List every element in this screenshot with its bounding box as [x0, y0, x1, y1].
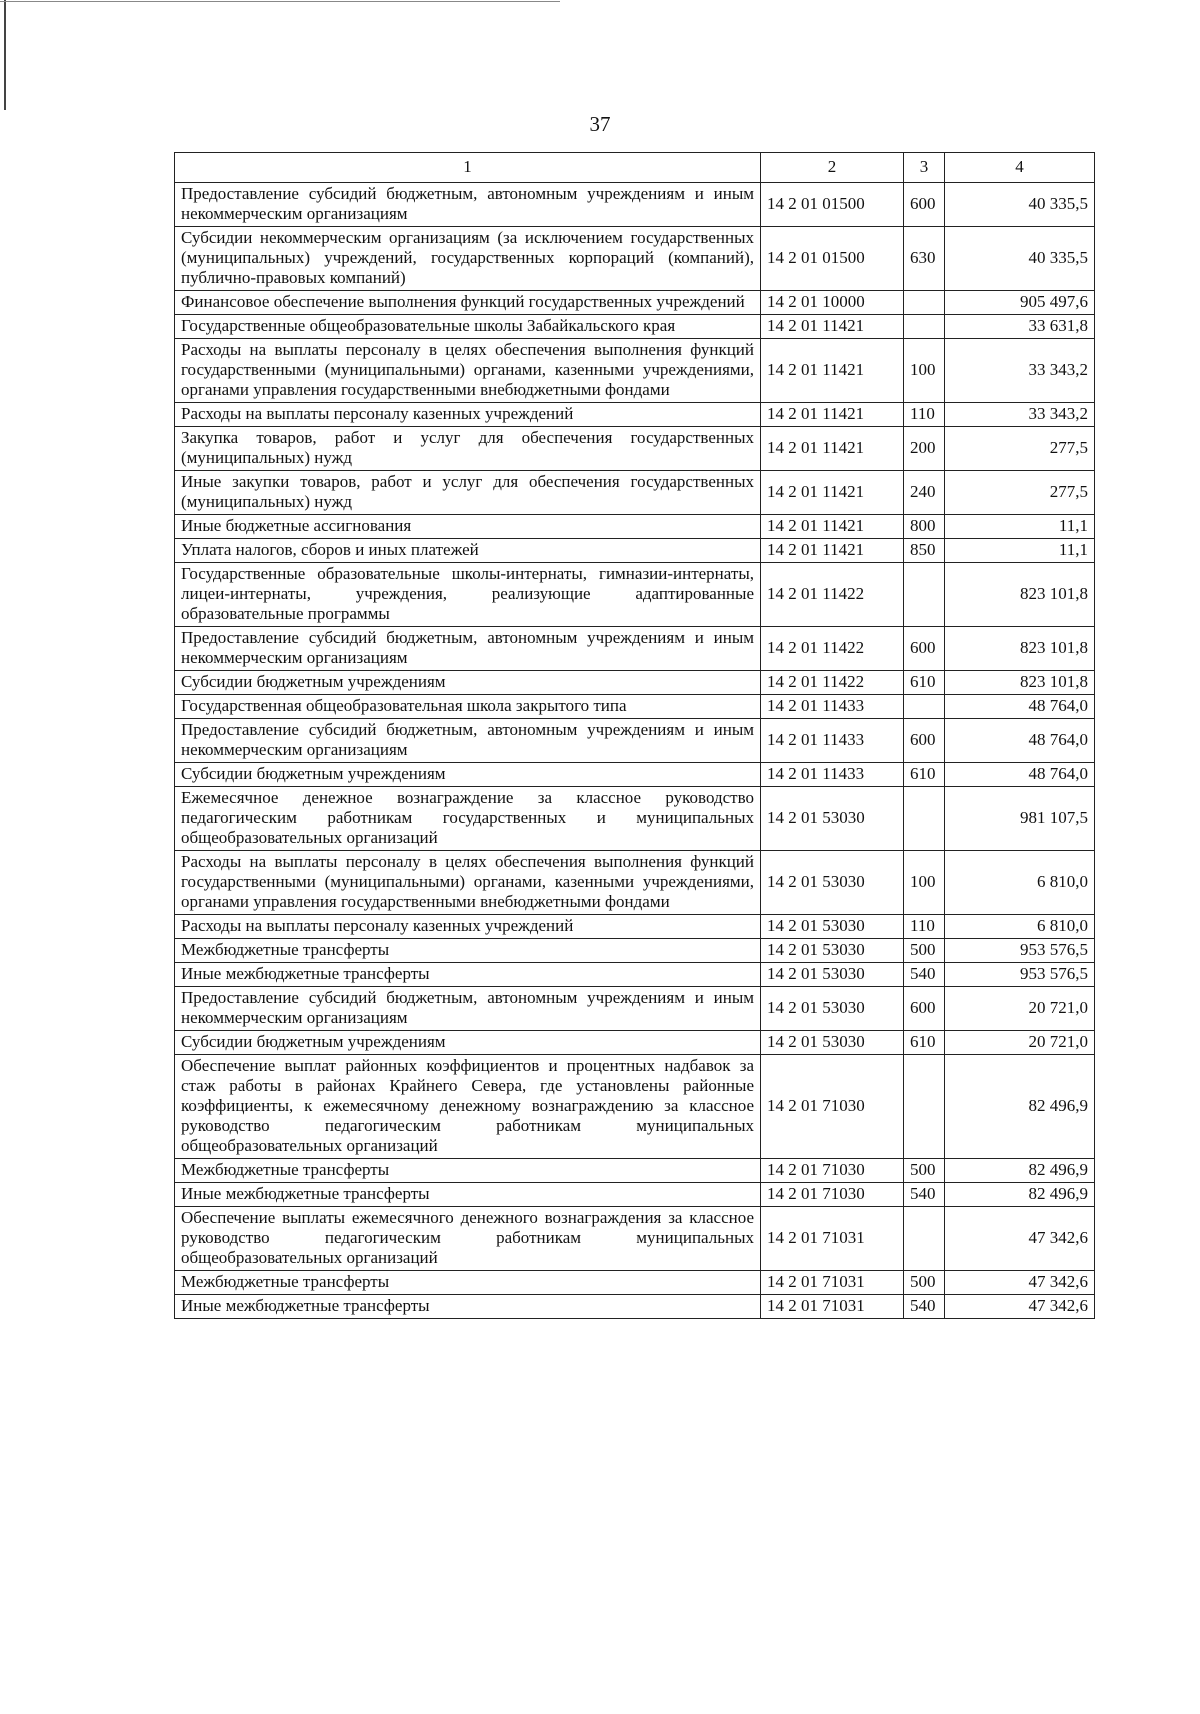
row-description: Субсидии бюджетным учреждениям	[175, 671, 761, 695]
row-target-code: 14 2 01 11421	[761, 539, 904, 563]
row-amount: 20 721,0	[945, 987, 1095, 1031]
budget-table	[174, 152, 1095, 1319]
row-amount: 981 107,5	[945, 787, 1095, 851]
row-description: Государственная общеобразовательная школа закрытого типа	[175, 695, 761, 719]
row-description: Государственные образовательные школы-интернаты, гимназии-интернаты, лицеи-интернаты, учреждения, реализующие адаптированные образовательные программы	[175, 563, 761, 627]
table-body	[175, 183, 1095, 1319]
row-expense-type: 600	[904, 719, 945, 763]
row-expense-type: 600	[904, 627, 945, 671]
row-expense-type: 100	[904, 851, 945, 915]
row-description: Иные межбюджетные трансферты	[175, 1183, 761, 1207]
row-amount: 48 764,0	[945, 695, 1095, 719]
row-amount: 823 101,8	[945, 563, 1095, 627]
row-target-code: 14 2 01 11421	[761, 339, 904, 403]
row-expense-type: 600	[904, 183, 945, 227]
row-expense-type: 500	[904, 939, 945, 963]
row-description: Предоставление субсидий бюджетным, автономным учреждениям и иным некоммерческим организациям	[175, 719, 761, 763]
table-row	[175, 627, 1095, 671]
header-col-1: 1	[175, 153, 761, 183]
table-row	[175, 515, 1095, 539]
row-expense-type: 500	[904, 1271, 945, 1295]
row-amount: 6 810,0	[945, 915, 1095, 939]
table-row	[175, 695, 1095, 719]
row-description: Иные бюджетные ассигнования	[175, 515, 761, 539]
row-expense-type	[904, 695, 945, 719]
row-expense-type: 610	[904, 1031, 945, 1055]
header-col-3: 3	[904, 153, 945, 183]
table-row	[175, 939, 1095, 963]
row-expense-type: 850	[904, 539, 945, 563]
row-target-code: 14 2 01 71030	[761, 1183, 904, 1207]
row-expense-type	[904, 291, 945, 315]
row-target-code: 14 2 01 53030	[761, 939, 904, 963]
row-expense-type: 540	[904, 1295, 945, 1319]
table-row	[175, 1159, 1095, 1183]
table-row	[175, 1295, 1095, 1319]
row-description: Уплата налогов, сборов и иных платежей	[175, 539, 761, 563]
row-description: Финансовое обеспечение выполнения функций государственных учреждений	[175, 291, 761, 315]
row-amount: 277,5	[945, 471, 1095, 515]
row-target-code: 14 2 01 11421	[761, 515, 904, 539]
row-amount: 953 576,5	[945, 963, 1095, 987]
header-col-4: 4	[945, 153, 1095, 183]
row-target-code: 14 2 01 11433	[761, 695, 904, 719]
row-target-code: 14 2 01 71031	[761, 1295, 904, 1319]
row-amount: 47 342,6	[945, 1295, 1095, 1319]
row-target-code: 14 2 01 71031	[761, 1271, 904, 1295]
row-description: Расходы на выплаты персоналу в целях обеспечения выполнения функций государственными (муниципальными) органами, казенными учреждениями, органами управления государственными внебюджетными фондами	[175, 339, 761, 403]
row-amount: 33 343,2	[945, 339, 1095, 403]
row-expense-type: 110	[904, 915, 945, 939]
row-description: Расходы на выплаты персоналу казенных учреждений	[175, 915, 761, 939]
row-description: Государственные общеобразовательные школы Забайкальского края	[175, 315, 761, 339]
row-target-code: 14 2 01 53030	[761, 1031, 904, 1055]
row-amount: 82 496,9	[945, 1159, 1095, 1183]
row-expense-type	[904, 563, 945, 627]
row-target-code: 14 2 01 53030	[761, 787, 904, 851]
row-target-code: 14 2 01 71030	[761, 1055, 904, 1159]
row-expense-type: 200	[904, 427, 945, 471]
row-description: Субсидии бюджетным учреждениям	[175, 763, 761, 787]
row-description: Предоставление субсидий бюджетным, автономным учреждениям и иным некоммерческим организациям	[175, 987, 761, 1031]
row-description: Иные межбюджетные трансферты	[175, 963, 761, 987]
row-amount: 277,5	[945, 427, 1095, 471]
row-description: Предоставление субсидий бюджетным, автономным учреждениям и иным некоммерческим организациям	[175, 627, 761, 671]
row-description: Обеспечение выплаты ежемесячного денежного вознаграждения за классное руководство педагогическим работникам муниципальных общеобразовательных организаций	[175, 1207, 761, 1271]
row-target-code: 14 2 01 53030	[761, 987, 904, 1031]
row-description: Расходы на выплаты персоналу в целях обеспечения выполнения функций государственными (муниципальными) органами, казенными учреждениями, органами управления государственными внебюджетными фондами	[175, 851, 761, 915]
row-amount: 47 342,6	[945, 1207, 1095, 1271]
row-target-code: 14 2 01 10000	[761, 291, 904, 315]
row-target-code: 14 2 01 11433	[761, 719, 904, 763]
row-description: Обеспечение выплат районных коэффициентов и процентных надбавок за стаж работы в районах Крайнего Севера, где установлены районные коэффициенты, к ежемесячному денежному вознаграждению за классное руководство педагогическим работникам муниципальных общеобразовательных организаций	[175, 1055, 761, 1159]
table-row	[175, 1207, 1095, 1271]
table-header-row	[175, 153, 1095, 183]
row-expense-type: 600	[904, 987, 945, 1031]
table-row	[175, 915, 1095, 939]
row-expense-type: 100	[904, 339, 945, 403]
row-expense-type: 540	[904, 963, 945, 987]
table-row	[175, 963, 1095, 987]
row-target-code: 14 2 01 11422	[761, 627, 904, 671]
row-target-code: 14 2 01 71030	[761, 1159, 904, 1183]
row-amount: 33 631,8	[945, 315, 1095, 339]
table-row	[175, 1055, 1095, 1159]
row-target-code: 14 2 01 11421	[761, 471, 904, 515]
table-row	[175, 315, 1095, 339]
row-target-code: 14 2 01 11433	[761, 763, 904, 787]
table-row	[175, 851, 1095, 915]
row-description: Межбюджетные трансферты	[175, 1159, 761, 1183]
row-expense-type: 240	[904, 471, 945, 515]
table-row	[175, 763, 1095, 787]
row-expense-type: 630	[904, 227, 945, 291]
row-target-code: 14 2 01 71031	[761, 1207, 904, 1271]
row-target-code: 14 2 01 11421	[761, 427, 904, 471]
row-amount: 905 497,6	[945, 291, 1095, 315]
row-expense-type: 610	[904, 763, 945, 787]
row-description: Закупка товаров, работ и услуг для обеспечения государственных (муниципальных) нужд	[175, 427, 761, 471]
table-row	[175, 427, 1095, 471]
row-expense-type: 540	[904, 1183, 945, 1207]
table-row	[175, 403, 1095, 427]
row-description: Субсидии бюджетным учреждениям	[175, 1031, 761, 1055]
row-amount: 11,1	[945, 539, 1095, 563]
row-amount: 48 764,0	[945, 719, 1095, 763]
row-description: Межбюджетные трансферты	[175, 1271, 761, 1295]
row-expense-type	[904, 787, 945, 851]
row-description: Иные закупки товаров, работ и услуг для обеспечения государственных (муниципальных) нужд	[175, 471, 761, 515]
row-description: Иные межбюджетные трансферты	[175, 1295, 761, 1319]
row-amount: 40 335,5	[945, 183, 1095, 227]
table-row	[175, 719, 1095, 763]
row-amount: 82 496,9	[945, 1183, 1095, 1207]
row-amount: 823 101,8	[945, 627, 1095, 671]
row-target-code: 14 2 01 01500	[761, 227, 904, 291]
row-description: Предоставление субсидий бюджетным, автономным учреждениям и иным некоммерческим организациям	[175, 183, 761, 227]
row-target-code: 14 2 01 11421	[761, 315, 904, 339]
table-row	[175, 291, 1095, 315]
row-description: Расходы на выплаты персоналу казенных учреждений	[175, 403, 761, 427]
scan-top-edge-mark	[0, 1, 560, 2]
table-row	[175, 1183, 1095, 1207]
row-amount: 20 721,0	[945, 1031, 1095, 1055]
table-row	[175, 787, 1095, 851]
table-row	[175, 339, 1095, 403]
row-target-code: 14 2 01 53030	[761, 851, 904, 915]
row-amount: 48 764,0	[945, 763, 1095, 787]
row-target-code: 14 2 01 11422	[761, 671, 904, 695]
table-row	[175, 539, 1095, 563]
table-row	[175, 183, 1095, 227]
row-target-code: 14 2 01 53030	[761, 915, 904, 939]
row-amount: 47 342,6	[945, 1271, 1095, 1295]
row-target-code: 14 2 01 01500	[761, 183, 904, 227]
row-expense-type	[904, 1055, 945, 1159]
table-row	[175, 471, 1095, 515]
row-description: Межбюджетные трансферты	[175, 939, 761, 963]
table-row	[175, 987, 1095, 1031]
table-row	[175, 563, 1095, 627]
row-expense-type: 800	[904, 515, 945, 539]
table-row	[175, 1271, 1095, 1295]
row-expense-type	[904, 1207, 945, 1271]
row-amount: 953 576,5	[945, 939, 1095, 963]
row-expense-type: 500	[904, 1159, 945, 1183]
row-expense-type: 110	[904, 403, 945, 427]
row-amount: 11,1	[945, 515, 1095, 539]
row-target-code: 14 2 01 53030	[761, 963, 904, 987]
table-row	[175, 671, 1095, 695]
row-amount: 33 343,2	[945, 403, 1095, 427]
row-description: Ежемесячное денежное вознаграждение за классное руководство педагогическим работникам государственных и муниципальных общеобразовательных организаций	[175, 787, 761, 851]
scan-edge-mark	[4, 0, 6, 110]
row-amount: 823 101,8	[945, 671, 1095, 695]
table-row	[175, 227, 1095, 291]
table-row	[175, 1031, 1095, 1055]
row-expense-type: 610	[904, 671, 945, 695]
page-number: 37	[589, 112, 611, 136]
header-col-2: 2	[761, 153, 904, 183]
row-target-code: 14 2 01 11421	[761, 403, 904, 427]
row-target-code: 14 2 01 11422	[761, 563, 904, 627]
row-description: Субсидии некоммерческим организациям (за исключением государственных (муниципальных) учреждений, государственных корпораций (компаний), публично-правовых компаний)	[175, 227, 761, 291]
row-expense-type	[904, 315, 945, 339]
row-amount: 6 810,0	[945, 851, 1095, 915]
row-amount: 82 496,9	[945, 1055, 1095, 1159]
row-amount: 40 335,5	[945, 227, 1095, 291]
